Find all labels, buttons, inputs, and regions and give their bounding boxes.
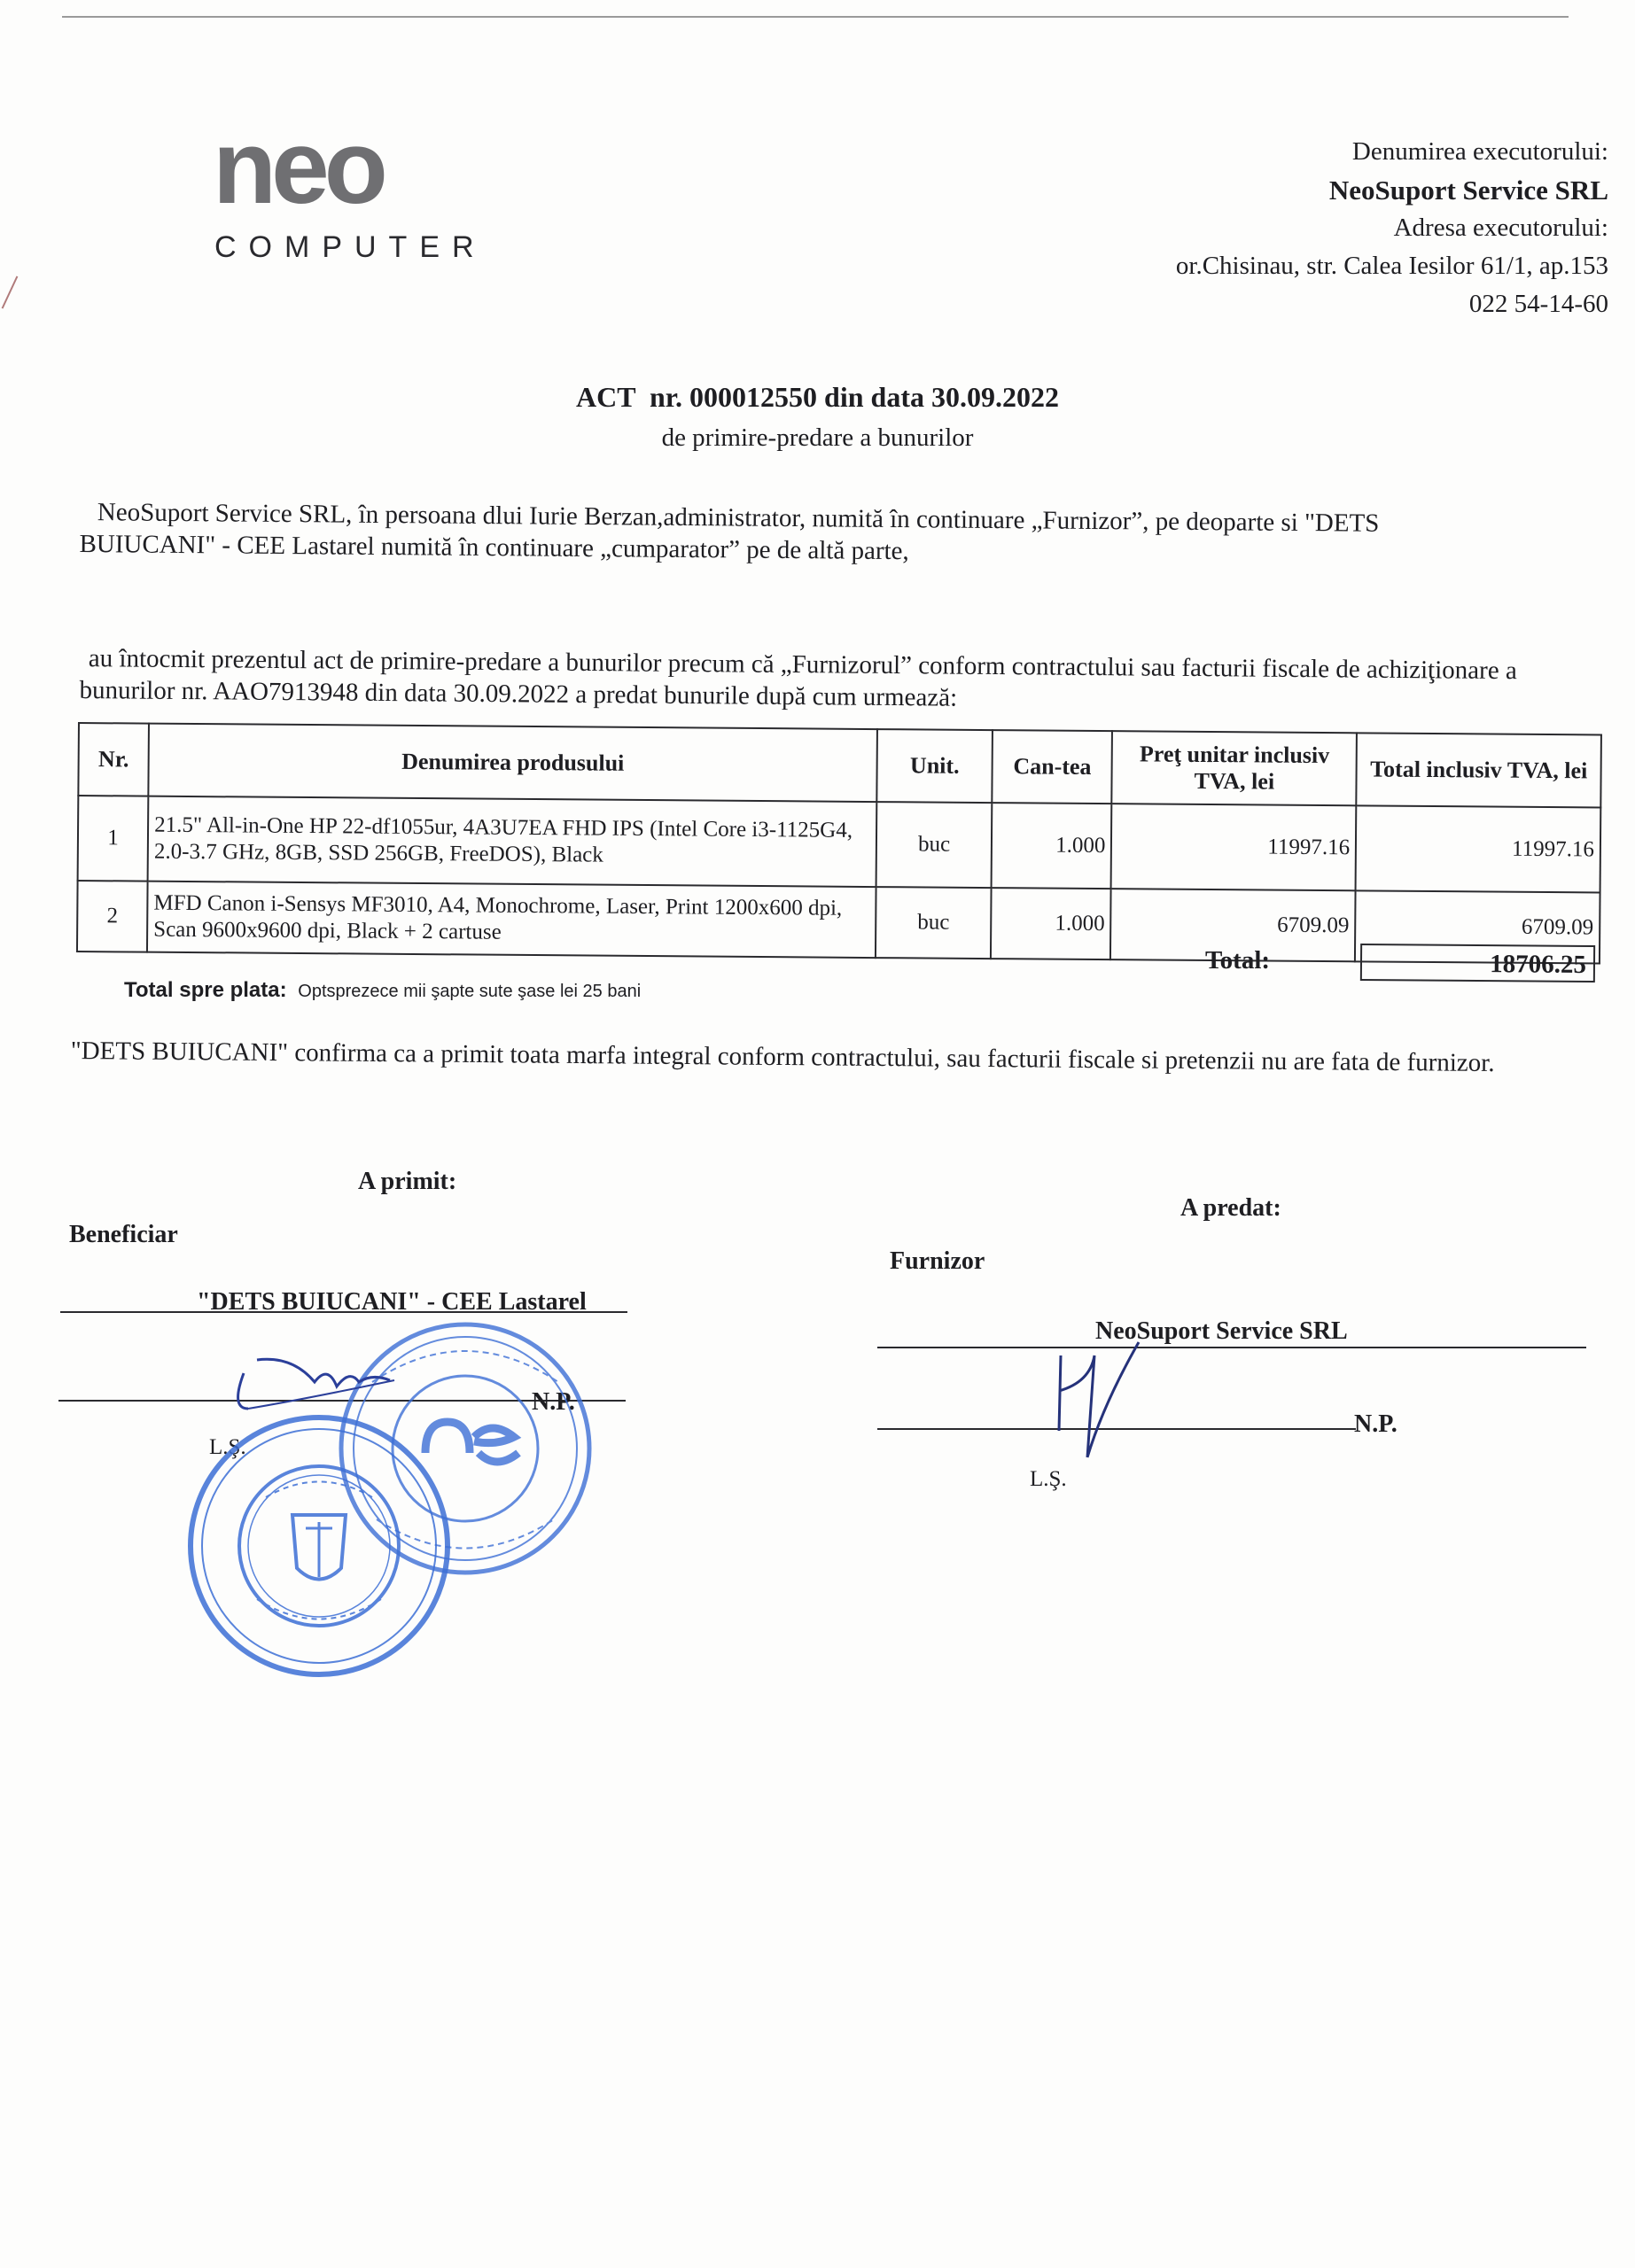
row-unit: buc <box>876 802 993 888</box>
header-unit: Unit. <box>876 729 993 803</box>
table-row <box>78 796 1601 892</box>
statement-paragraph: au întocmit prezentul act de primire-predare a bunurilor precum că „Furnizorul” conform contractului sau facturii fiscale de achiziţionare a bunurilor nr. AAO7913948 din data 30.09.2022 a predat bunurile după cum urmează: <box>79 644 1517 712</box>
supplier-ls-label: L.Ş. <box>1030 1467 1067 1491</box>
executor-address: or.Chisinau, str. Calea Iesilor 61/1, ap.153 <box>1175 252 1608 280</box>
confirmation-paragraph: "DETS BUIUCANI" confirma ca a primit toata marfa integral conform contractului, sau facturii fiscale si pretenzii nu are fata de furnizor. <box>70 1036 1495 1078</box>
row-nr: 2 <box>77 881 148 952</box>
beneficiary-name-line <box>60 1311 627 1313</box>
header-total: Total inclusiv TVA, lei <box>1357 733 1601 807</box>
amount-in-words <box>124 978 641 1003</box>
executor-name: NeoSuport Service SRL <box>1328 175 1608 206</box>
margin-mark <box>2 276 19 308</box>
company-stamp <box>341 1324 589 1573</box>
row-price: 6709.09 <box>1110 889 1355 961</box>
document-subtitle: de primire-predare a bunurilor <box>661 423 974 452</box>
header-qty: Can-tea <box>993 730 1113 804</box>
logo-wordmark: neo <box>213 109 383 226</box>
executor-address-label: Adresa executorului: <box>1393 214 1608 242</box>
document-title: ACT nr. 000012550 din data 30.09.2022 <box>576 381 1059 413</box>
items-table <box>76 722 1602 965</box>
supplier-signature-mark <box>1041 1333 1165 1466</box>
header-unit-price: Preţ unitar inclusiv TVA, lei <box>1112 731 1357 805</box>
row-nr: 1 <box>78 796 149 882</box>
executor-name-label: Denumirea executorului: <box>1351 137 1608 166</box>
row-qty: 1.000 <box>992 803 1112 889</box>
total-value: 18706.25 <box>1360 944 1595 983</box>
beneficiary-name: "DETS BUIUCANI" - CEE Lastarel <box>197 1288 587 1316</box>
row-price: 11997.16 <box>1111 804 1356 890</box>
header-nr: Nr. <box>78 723 149 796</box>
logo-subtitle: COMPUTER <box>214 230 487 264</box>
supplier-signature-line <box>877 1428 1356 1430</box>
delivered-label: A predat: <box>1180 1194 1281 1222</box>
row-qty: 1.000 <box>991 888 1111 959</box>
page-top-border <box>62 16 1569 18</box>
supplier-label: Furnizor <box>890 1247 985 1275</box>
amount-words-label: Total spre plata: <box>124 978 287 1002</box>
supplier-name: NeoSuport Service SRL <box>1095 1317 1348 1345</box>
table-header-row <box>78 723 1601 807</box>
beneficiary-label: Beneficiar <box>69 1221 178 1248</box>
beneficiary-ls-label: L.Ş. <box>209 1435 246 1459</box>
total-label: Total: <box>1205 946 1271 975</box>
executor-header <box>988 133 1608 323</box>
row-product: MFD Canon i-Sensys MF3010, A4, Monochrome, Laser, Print 1200x600 dpi, Scan 9600x9600 dpi, Black + 2 cartuse <box>147 882 876 958</box>
beneficiary-np-label: N.P. <box>532 1388 575 1416</box>
row-product: 21.5" All-in-One HP 22-df1055ur, 4A3U7EA FHD IPS (Intel Core i3-1125G4, 2.0-3.7 GHz, 8GB, SSD 256GB, FreeDOS), Black <box>148 796 877 887</box>
row-unit: buc <box>876 887 992 959</box>
intro-paragraph: NeoSuport Service SRL, în persoana dlui Iurie Berzan,administrator, numită în continuare „Furnizor”, pe deoparte si "DETS BUIUCANI" - CEE Lastarel numită în continuare „cumparator” pe de altă parte, <box>79 498 1380 566</box>
official-stamps <box>160 1276 620 1736</box>
received-label: A primit: <box>358 1168 457 1195</box>
amount-words-value: Optsprezece mii şapte sute şase lei 25 bani <box>298 982 642 1001</box>
row-total: 11997.16 <box>1356 805 1601 892</box>
executor-phone: 022 54-14-60 <box>1468 290 1608 318</box>
company-logo <box>213 109 496 275</box>
header-product: Denumirea produsului <box>148 724 877 802</box>
row-total: 6709.09 <box>1355 890 1600 963</box>
supplier-np-label: N.P. <box>1354 1410 1398 1438</box>
supplier-name-line <box>877 1347 1586 1348</box>
